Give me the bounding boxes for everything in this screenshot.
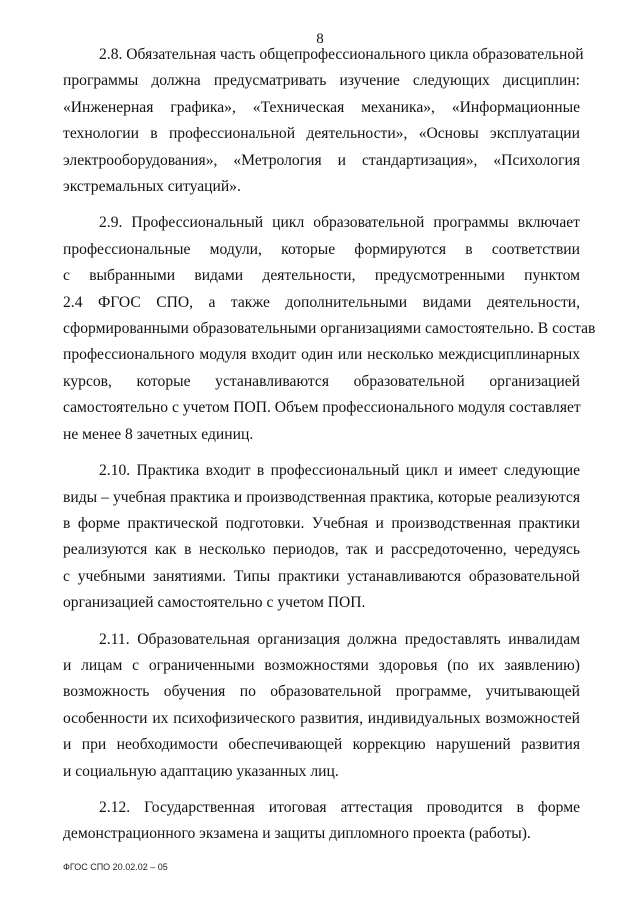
text-line: профессионального модуля входит один или несколько междисциплинарных (63, 346, 580, 364)
text-line: демонстрационного экзамена и защиты дипломного проекта (работы). (63, 825, 531, 843)
text-line: в форме практической подготовки. Учебная и производственная практики (63, 514, 580, 532)
text-line: экстремальных ситуаций». (63, 178, 241, 196)
text-line: технологии в профессиональной деятельности», «Основы эксплуатации (63, 125, 580, 143)
text-line: возможность обучения по образовательной программе, учитывающей (63, 683, 580, 701)
text-line: самостоятельно с учетом ПОП. Объем профессионального модуля составляет (63, 399, 581, 417)
text-line: «Инженерная графика», «Техническая механика», «Информационные (63, 98, 580, 116)
text-line: с учебными занятиями. Типы практики устанавливаются образовательной (63, 567, 580, 585)
text-line: организацией самостоятельно с учетом ПОП. (63, 594, 366, 612)
text-line: 2.4 ФГОС СПО, а также дополнительными видами деятельности, (63, 293, 580, 311)
text-line: и при необходимости обеспечивающей коррекцию нарушений развития (63, 736, 580, 754)
text-line: особенности их психофизического развития, индивидуальных возможностей (63, 709, 580, 727)
text-line: реализуются как в несколько периодов, так и рассредоточенно, чередуясь (63, 541, 580, 559)
page-number: 8 (316, 31, 324, 47)
text-line: 2.10. Практика входит в профессиональный цикл и имеет следующие (99, 462, 580, 480)
text-line: 2.11. Образовательная организация должна предоставлять инвалидам (99, 630, 580, 648)
paragraph-2-12 (63, 795, 580, 848)
text-line: не менее 8 зачетных единиц. (63, 425, 254, 443)
text-line: виды – учебная практика и производственная практика, которые реализуются (63, 488, 580, 506)
text-line: и социальную адаптацию указанных лиц. (63, 762, 339, 780)
paragraph-2-8 (63, 42, 584, 200)
text-line: с выбранными видами деятельности, предусмотренными пунктом (63, 267, 580, 285)
text-line: 2.12. Государственная итоговая аттестация проводится в форме (99, 798, 580, 816)
text-line: курсов, которые устанавливаются образовательной организацией (63, 372, 580, 390)
document-body (63, 42, 596, 858)
text-line: электрооборудования», «Метрология и стандартизация», «Психология (63, 151, 580, 169)
paragraph-2-11 (63, 627, 580, 785)
text-line: 2.9. Профессиональный цикл образовательной программы включает (99, 214, 580, 232)
text-line: программы должна предусматривать изучение следующих дисциплин: (63, 72, 580, 90)
paragraph-2-10 (63, 458, 580, 616)
text-line: сформированными образовательными организациями самостоятельно. В состав (63, 320, 596, 338)
paragraph-2-9 (63, 210, 596, 448)
text-line: и лицам с ограниченными возможностями здоровья (по их заявлению) (63, 656, 580, 674)
document-footer-code: ФГОС СПО 20.02.02 – 05 (63, 862, 168, 872)
text-line: профессиональные модули, которые формируются в соответствии (63, 240, 580, 258)
text-line: 2.8. Обязательная часть общепрофессионального цикла образовательной (99, 46, 584, 63)
